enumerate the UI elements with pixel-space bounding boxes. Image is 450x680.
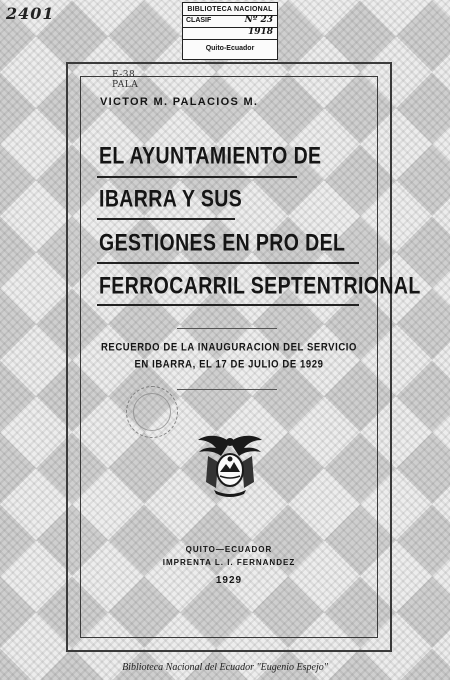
- title-line-1: EL AYUNTAMIENTO DE: [99, 142, 322, 170]
- title-underline: [97, 262, 359, 264]
- title-line-3: GESTIONES EN PRO DEL: [99, 229, 346, 257]
- title-line-4: FERROCARRIL SEPTENTRIONAL: [99, 272, 421, 300]
- handwritten-number: 2401: [6, 4, 55, 23]
- author-name: VICTOR M. PALACIOS M.: [100, 96, 259, 108]
- coat-of-arms-icon: [194, 428, 266, 500]
- imprint-city: QUITO—ECUADOR: [185, 545, 273, 554]
- divider-rule: [177, 328, 277, 329]
- title-underline: [97, 218, 235, 220]
- stamp-row-value: Nº 23: [244, 15, 273, 25]
- call-number-line: PALA: [112, 80, 139, 90]
- library-footer: Biblioteca Nacional del Ecuador "Eugenio Espejo": [122, 662, 328, 673]
- stamp-row-year: [183, 28, 277, 40]
- stamp-title: BIBLIOTECA NACIONAL: [183, 3, 277, 16]
- subtitle-line-1: RECUERDO DE LA INAUGURACION DEL SERVICIO: [100, 340, 358, 355]
- call-number-line: E-38: [112, 70, 136, 80]
- title-underline: [97, 176, 297, 178]
- imprint-year: 1929: [215, 575, 243, 586]
- stamp-year-value: 1918: [247, 27, 273, 37]
- subtitle-line-2: EN IBARRA, EL 17 DE JULIO DE 1929: [134, 357, 324, 372]
- circular-stamp-icon: [126, 386, 178, 438]
- stamp-row-label: CLASIF: [186, 17, 212, 24]
- divider-rule: [177, 389, 277, 390]
- call-number: [112, 70, 138, 90]
- title-line-2: IBARRA Y SUS: [99, 185, 243, 213]
- title-underline: [97, 304, 359, 306]
- imprint-printer: IMPRENTA L. I. FERNANDEZ: [162, 558, 296, 567]
- library-stamp: [182, 2, 278, 60]
- stamp-city: Quito-Ecuador: [205, 45, 255, 52]
